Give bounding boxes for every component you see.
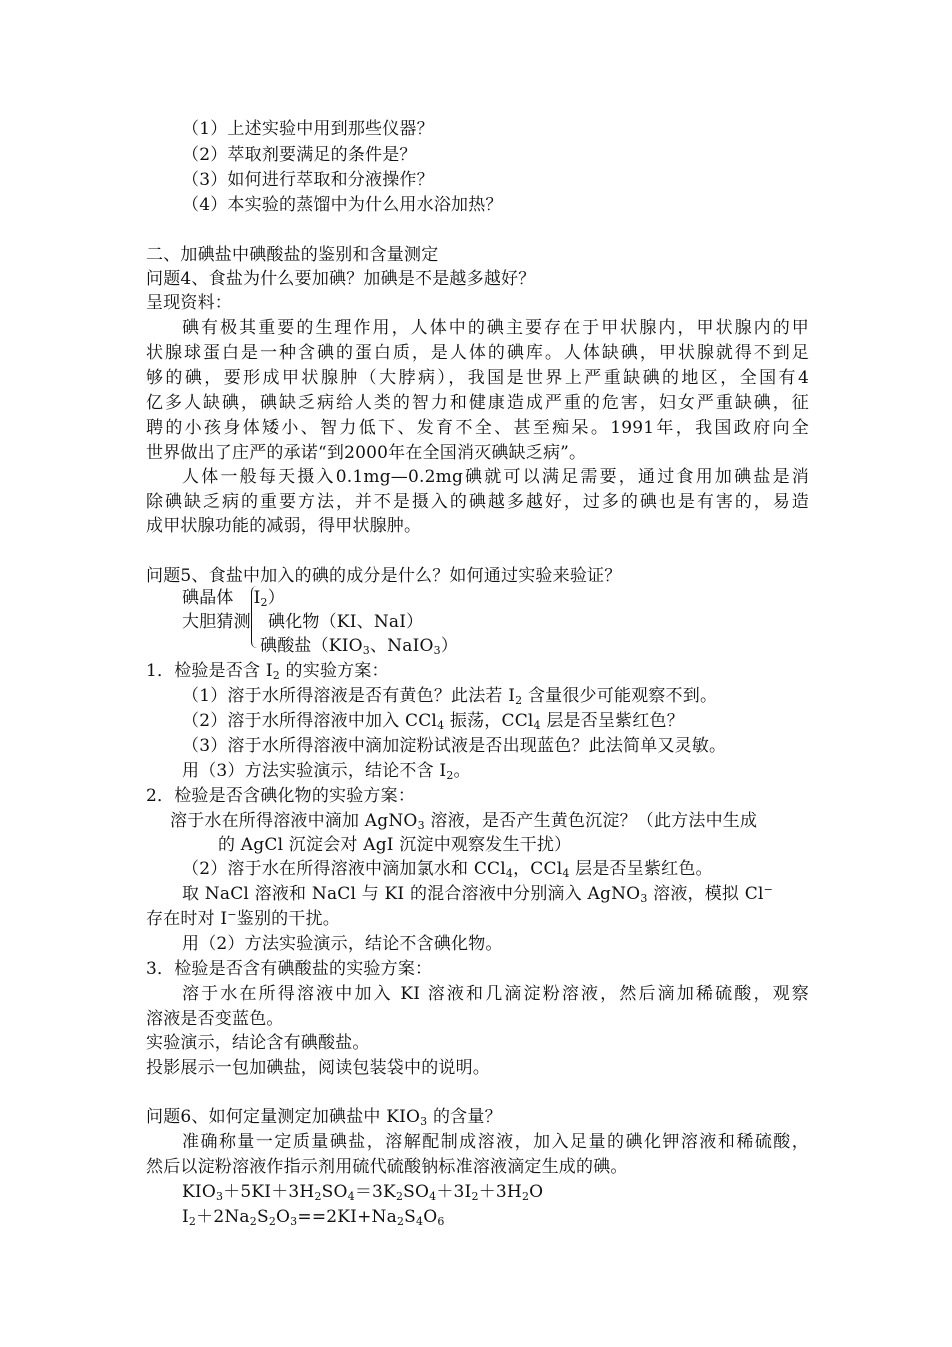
test-2-simulation-cont: 存在时对 I−鉴别的干扰。: [146, 908, 340, 929]
section-heading: 二、加碘盐中碘酸盐的鉴别和含量测定: [146, 245, 439, 265]
present-label: 呈现资料：: [146, 293, 232, 313]
test-2-simulation: 取 NaCl 溶液和 NaCl 与 KI 的混合溶液中分别滴入 AgNO$_3$ 溶液，模拟 Cl−: [182, 883, 774, 905]
projection-note: 投影展示一包加碘盐，阅读包装袋中的说明。: [146, 1058, 490, 1078]
equation-1: $KIO_3+5KI+3H_2SO_4=3K_2SO_4+3I_2+3H_2O$: [182, 1182, 544, 1203]
guess-iodide: 碘化物（KI、NaI）: [268, 612, 424, 632]
test-2-item-1-cont: 的 AgCl 沉淀会对 AgI 沉淀中观察发生干扰）: [218, 835, 572, 855]
paragraph-line: 人体一般每天摄入0.1mg—0.2mg碘就可以满足需要，通过食用加碘盐是消: [182, 467, 809, 487]
paragraph-line: 够的碘，要形成甲状腺肿（大脖病），我国是世界上严重缺碘的地区，全国有4: [146, 368, 809, 388]
question-3: （3）如何进行萃取和分液操作？: [182, 170, 434, 190]
paragraph-line: 除碘缺乏病的重要方法，并不是摄入的碘越多越好，过多的碘也是有害的，易造: [146, 492, 809, 512]
test-3-conclusion: 实验演示，结论含有碘酸盐。: [146, 1033, 370, 1053]
test-1-item-3: （3）溶于水所得溶液中滴加淀粉试液是否出现蓝色？此法简单又灵敏。: [182, 736, 727, 756]
test-2-title: 2．检验是否含碘化物的实验方案：: [146, 786, 416, 806]
problem-5: 问题5、食盐中加入的碘的成分是什么？如何通过实验来验证？: [146, 566, 622, 586]
paragraph-line: 世界做出了庄严的承诺“到2000年在全国消灭碘缺乏病”。: [146, 443, 587, 463]
guess-iodine-crystal: 碘晶体 $I_2$）: [182, 588, 285, 609]
test-3-title: 3．检验是否含有碘酸盐的实验方案：: [146, 959, 433, 979]
test-3-line: 溶于水在所得溶液中加入 KI 溶液和几滴淀粉溶液，然后滴加稀硫酸，观察: [182, 984, 809, 1004]
test-2-item-1: 溶于水在所得溶液中滴加 AgNO$_3$ 溶液，是否产生黄色沉淀？（此方法中生成: [170, 811, 758, 832]
test-1-item-1: （1）溶于水所得溶液是否有黄色？此法若 $I_2$ 含量很少可能观察不到。: [182, 686, 718, 707]
test-2-item-2: （2）溶于水在所得溶液中滴加氯水和 CCl$_4$，CCl$_4$ 层是否呈紫红色。: [182, 859, 713, 880]
test-3-line: 溶液是否变蓝色。: [146, 1009, 284, 1029]
test-1-title: 1．检验是否含 $I_2$ 的实验方案：: [146, 661, 389, 682]
paragraph-line: 碘有极其重要的生理作用，人体中的碘主要存在于甲状腺内，甲状腺内的甲: [182, 318, 809, 338]
paragraph-line: 成甲状腺功能的减弱，得甲状腺肿。: [146, 516, 422, 536]
question-2: （2）萃取剂要满足的条件是？: [182, 145, 417, 165]
test-2-conclusion: 用（2）方法实验演示，结论不含碘化物。: [182, 934, 503, 954]
test-1-item-2: （2）溶于水所得溶液中加入 CCl$_4$ 振荡，CCl$_4$ 层是否呈紫红色？: [182, 711, 684, 732]
paragraph-line: 亿多人缺碘，碘缺乏病给人类的智力和健康造成严重的危害，妇女严重缺碘，征: [146, 393, 809, 413]
problem-4: 问题4、食盐为什么要加碘？加碘是不是越多越好？: [146, 269, 536, 289]
paragraph-line: 状腺球蛋白是一种含碘的蛋白质，是人体的碘库。人体缺碘，甲状腺就得不到足: [146, 343, 809, 363]
guess-label: 大胆猜测: [182, 612, 251, 632]
equation-2: $I_2+2Na_2S_2O_3==2KI+Na_2S_4O_6$: [182, 1207, 445, 1228]
problem-6-line: 然后以淀粉溶液作指示剂用硫代硫酸钠标准溶液滴定生成的碘。: [146, 1157, 628, 1177]
test-1-conclusion: 用（3）方法实验演示，结论不含 $I_2$。: [182, 761, 471, 782]
question-4: （4）本实验的蒸馏中为什么用水浴加热？: [182, 195, 503, 215]
guess-iodate: 碘酸盐（$KIO_3$、NaIO$_3$）: [260, 636, 459, 657]
problem-6-line: 准确称量一定质量碘盐，溶解配制成溶液，加入足量的碘化钾溶液和稀硫酸，: [182, 1132, 809, 1152]
question-1: （1）上述实验中用到那些仪器？: [182, 119, 434, 139]
problem-6: 问题6、如何定量测定加碘盐中 $KIO_3$ 的含量？: [146, 1107, 502, 1128]
paragraph-line: 聘的小孩身体矮小、智力低下、发育不全、甚至痴呆。1991年，我国政府向全: [146, 418, 809, 438]
